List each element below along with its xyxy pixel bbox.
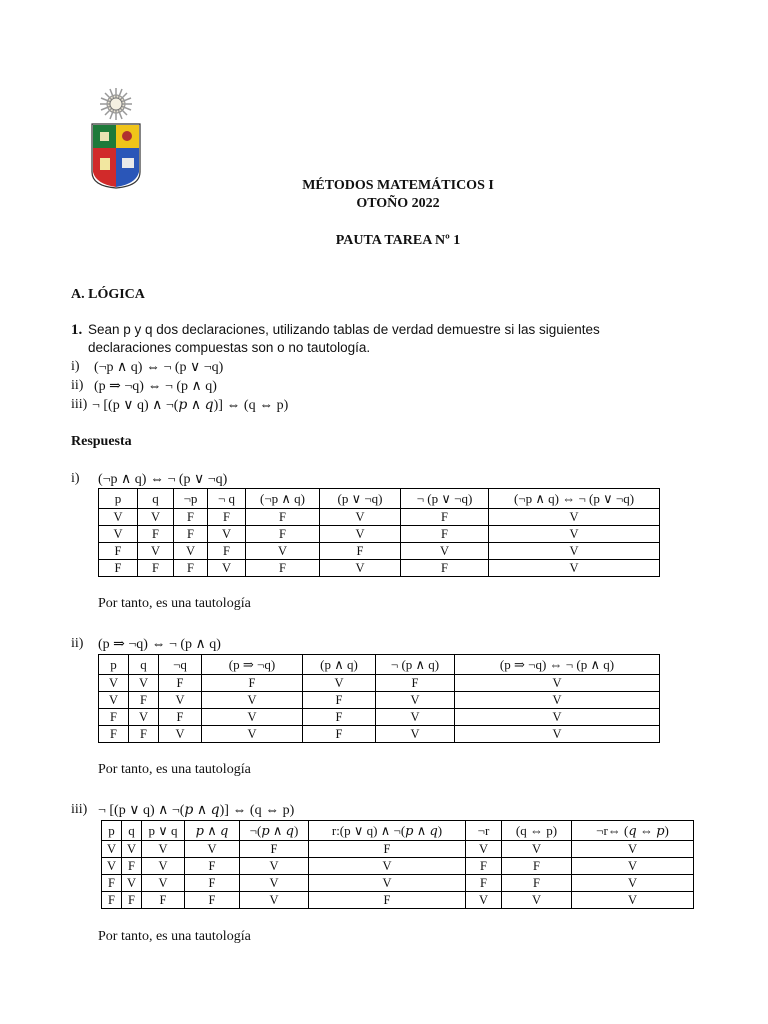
table-cell: F <box>174 560 208 577</box>
table-cell: V <box>240 875 309 892</box>
truth-table-header-row <box>99 489 660 509</box>
table-cell: V <box>572 841 694 858</box>
table-cell: V <box>455 709 660 726</box>
table-cell: V <box>99 526 138 543</box>
table-row <box>99 675 660 692</box>
answer-part-expression: (¬p ∧ q) ⇔ ¬ (p ∨ ¬q) <box>98 472 228 487</box>
table-cell: V <box>99 509 138 526</box>
table-cell: V <box>502 892 572 909</box>
table-cell: F <box>303 692 376 709</box>
problem-item-label: i) <box>71 359 80 374</box>
column-header: (p ⇒ ¬q) <box>202 655 303 675</box>
problem-item-expression: (¬p ∧ q) ⇔ ¬ (p ∨ ¬q) <box>94 360 224 375</box>
table-cell: F <box>309 892 466 909</box>
table-cell: F <box>466 875 502 892</box>
column-header: ¬r <box>466 821 502 841</box>
table-cell: V <box>102 858 122 875</box>
column-header: (p ⇒ ¬q) ⇔ ¬ (p ∧ q) <box>455 655 660 675</box>
table-cell: V <box>99 692 129 709</box>
table-cell: V <box>489 526 660 543</box>
table-cell: V <box>122 841 142 858</box>
truth-table-ii <box>98 654 660 743</box>
table-cell: V <box>129 709 159 726</box>
table-cell: F <box>309 841 466 858</box>
table-cell: V <box>376 726 455 743</box>
table-cell: V <box>320 509 401 526</box>
problem-statement-line-2: declaraciones compuestas son o no tautología. <box>88 340 371 355</box>
table-cell: V <box>138 543 174 560</box>
table-cell: F <box>142 892 185 909</box>
table-cell: F <box>102 892 122 909</box>
problem-item-label: iii) <box>71 397 88 412</box>
column-header: p ∨ q <box>142 821 185 841</box>
table-cell: F <box>303 709 376 726</box>
table-cell: V <box>401 543 489 560</box>
table-cell: V <box>142 841 185 858</box>
table-cell: V <box>489 543 660 560</box>
table-cell: V <box>142 858 185 875</box>
table-cell: V <box>320 560 401 577</box>
table-cell: F <box>466 858 502 875</box>
truth-table-i <box>98 488 660 577</box>
table-cell: F <box>138 526 174 543</box>
table-cell: F <box>99 709 129 726</box>
table-row <box>99 509 660 526</box>
table-cell: F <box>129 692 159 709</box>
table-cell: F <box>99 726 129 743</box>
table-cell: F <box>122 858 142 875</box>
table-cell: V <box>159 692 202 709</box>
table-cell: F <box>202 675 303 692</box>
truth-table-header-row <box>99 655 660 675</box>
table-row <box>102 841 694 858</box>
table-cell: V <box>138 509 174 526</box>
table-cell: V <box>455 675 660 692</box>
table-cell: V <box>99 675 129 692</box>
table-cell: V <box>489 560 660 577</box>
table-cell: F <box>246 509 320 526</box>
table-cell: V <box>129 675 159 692</box>
table-cell: F <box>401 509 489 526</box>
table-cell: V <box>320 526 401 543</box>
table-cell: F <box>159 709 202 726</box>
table-cell: F <box>174 509 208 526</box>
table-cell: F <box>102 875 122 892</box>
column-header: p <box>102 821 122 841</box>
column-header: 𝑝 ∧ 𝑞 <box>185 821 240 841</box>
table-cell: V <box>455 726 660 743</box>
table-row <box>99 526 660 543</box>
table-cell: F <box>159 675 202 692</box>
table-cell: V <box>202 692 303 709</box>
table-row <box>99 709 660 726</box>
table-row <box>99 726 660 743</box>
table-cell: F <box>99 560 138 577</box>
table-cell: F <box>401 526 489 543</box>
answer-part-label: ii) <box>71 636 84 651</box>
column-header: r:(p ∨ q) ∧ ¬(𝑝 ∧ 𝑞) <box>309 821 466 841</box>
table-cell: F <box>185 892 240 909</box>
table-cell: F <box>185 875 240 892</box>
table-cell: F <box>174 526 208 543</box>
table-cell: V <box>142 875 185 892</box>
column-header: ¬ (p ∧ q) <box>376 655 455 675</box>
problem-item-expression: (p ⇒ ¬q) ⇔ ¬ (p ∧ q) <box>94 379 217 394</box>
course-title: MÉTODOS MATEMÁTICOS I <box>302 178 494 193</box>
table-cell: V <box>246 543 320 560</box>
table-cell: F <box>240 841 309 858</box>
answer-part-expression: ¬ [(p ∨ q) ∧ ¬(𝑝 ∧ 𝑞)] ⇔ (q ⇔ p) <box>98 803 295 818</box>
column-header: (¬p ∧ q) ⇔ ¬ (p ∨ ¬q) <box>489 489 660 509</box>
problem-item-expression: ¬ [(p ∨ q) ∧ ¬(𝑝 ∧ 𝑞)] ⇔ (q ⇔ p) <box>92 398 289 413</box>
column-header: ¬(𝑝 ∧ 𝑞) <box>240 821 309 841</box>
truth-table-header-row <box>102 821 694 841</box>
truth-table-iii <box>101 820 694 909</box>
answer-part-expression: (p ⇒ ¬q) ⇔ ¬ (p ∧ q) <box>98 637 221 652</box>
table-cell: V <box>572 892 694 909</box>
table-cell: V <box>309 875 466 892</box>
table-cell: F <box>138 560 174 577</box>
problem-number: 1. <box>71 322 83 338</box>
table-cell: V <box>185 841 240 858</box>
table-cell: V <box>174 543 208 560</box>
answer-part-label: i) <box>71 471 80 486</box>
problem-item-label: ii) <box>71 378 84 393</box>
table-cell: V <box>202 709 303 726</box>
table-cell: F <box>122 892 142 909</box>
table-cell: F <box>208 509 246 526</box>
column-header: q <box>129 655 159 675</box>
column-header: q <box>122 821 142 841</box>
answer-part-label: iii) <box>71 802 88 817</box>
table-cell: F <box>129 726 159 743</box>
table-cell: V <box>309 858 466 875</box>
table-row <box>99 560 660 577</box>
column-header: q <box>138 489 174 509</box>
table-cell: V <box>455 692 660 709</box>
table-cell: F <box>502 858 572 875</box>
problem-statement-line-1: Sean p y q dos declaraciones, utilizando tablas de verdad demuestre si las siguientes <box>88 322 600 337</box>
table-cell: V <box>122 875 142 892</box>
answer-heading: Respuesta <box>71 434 132 449</box>
table-cell: V <box>240 858 309 875</box>
column-header: (p ∧ q) <box>303 655 376 675</box>
table-cell: F <box>185 858 240 875</box>
conclusion-text: Por tanto, es una tautología <box>98 929 251 944</box>
conclusion-text: Por tanto, es una tautología <box>98 596 251 611</box>
assignment-title: PAUTA TAREA Nº 1 <box>335 233 461 248</box>
conclusion-text: Por tanto, es una tautología <box>98 762 251 777</box>
table-cell: F <box>401 560 489 577</box>
university-crest-logo <box>88 88 144 190</box>
table-row <box>102 875 694 892</box>
table-cell: V <box>572 858 694 875</box>
table-row <box>99 692 660 709</box>
table-cell: V <box>489 509 660 526</box>
term-label: OTOÑO 2022 <box>356 196 440 211</box>
table-cell: F <box>376 675 455 692</box>
table-cell: F <box>303 726 376 743</box>
table-row <box>102 892 694 909</box>
table-cell: V <box>208 560 246 577</box>
column-header: ¬ (p ∨ ¬q) <box>401 489 489 509</box>
table-cell: V <box>303 675 376 692</box>
column-header: ¬ q <box>208 489 246 509</box>
table-cell: F <box>320 543 401 560</box>
column-header: (¬p ∧ q) <box>246 489 320 509</box>
table-cell: V <box>376 692 455 709</box>
column-header: ¬p <box>174 489 208 509</box>
table-cell: V <box>376 709 455 726</box>
column-header: ¬q <box>159 655 202 675</box>
table-cell: V <box>102 841 122 858</box>
table-row <box>99 543 660 560</box>
table-cell: F <box>246 526 320 543</box>
column-header: p <box>99 655 129 675</box>
table-cell: F <box>99 543 138 560</box>
table-cell: V <box>572 875 694 892</box>
table-cell: F <box>208 543 246 560</box>
table-row <box>102 858 694 875</box>
column-header: (q ⇔ p) <box>502 821 572 841</box>
column-header: ¬r⇔ (𝑞 ⇔ 𝑝) <box>572 821 694 841</box>
table-cell: V <box>466 892 502 909</box>
table-cell: V <box>208 526 246 543</box>
column-header: (p ∨ ¬q) <box>320 489 401 509</box>
section-heading: A. LÓGICA <box>71 287 145 302</box>
table-cell: V <box>159 726 202 743</box>
table-cell: F <box>502 875 572 892</box>
table-cell: F <box>246 560 320 577</box>
table-cell: V <box>240 892 309 909</box>
table-cell: V <box>502 841 572 858</box>
table-cell: V <box>466 841 502 858</box>
table-cell: V <box>202 726 303 743</box>
column-header: p <box>99 489 138 509</box>
